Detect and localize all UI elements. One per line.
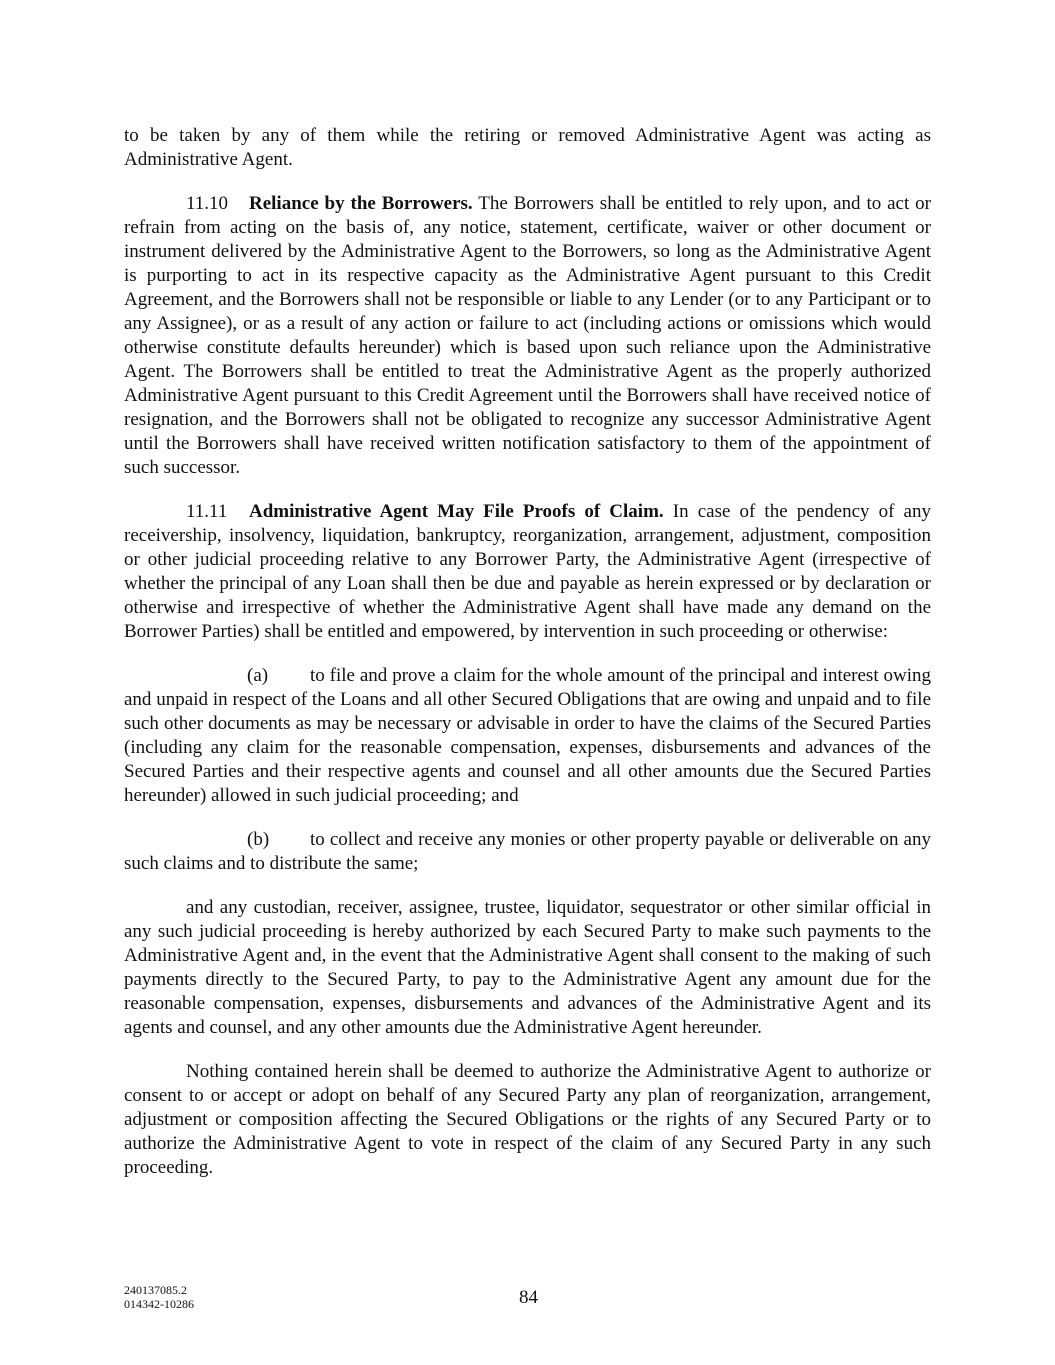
clause-text: to collect and receive any monies or other property payable or deliverable on any such claims and to distribute the same;: [124, 829, 931, 874]
section-number: 11.11: [186, 501, 228, 522]
continuation-paragraph: to be taken by any of them while the retiring or removed Administrative Agent was acting as Administrative Agent.: [124, 125, 931, 170]
document-id-line-1: 240137085.2: [124, 1283, 187, 1297]
paragraph-nothing: Nothing contained herein shall be deemed to authorize the Administrative Agent to authorize or consent to or accept or adopt on behalf of any Secured Party any plan of reorganization, arrangement, adjustment or composition affecting the Secured Obligations or the rights of any Secured Party or to authorize the Administrative Agent to vote in respect of the claim of any Secured Party in any such proceeding.: [124, 1061, 931, 1178]
section-body: The Borrowers shall be entitled to rely upon, and to act or refrain from acting on the basis of, any notice, statement, certificate, waiver or other document or instrument delivered by the Administrative Agent to the Borrowers, so long as the Administrative Agent is purporting to act in its respective capacity as the Administrative Agent pursuant to this Credit Agreement, and the Borrowers shall not be responsible or liable to any Lender (or to any Participant or to any Assignee), or as a result of any action or failure to act (including actions or omissions which would otherwise constitute defaults hereunder) which is based upon such reliance upon the Administrative Agent. The Borrowers shall be entitled to treat the Administrative Agent as the properly authorized Administrative Agent pursuant to this Credit Agreement until the Borrowers shall have received notice of resignation, and the Borrowers shall not be obligated to recognize any successor Administrative Agent until the Borrowers shall have received written notification satisfactory to them of the appointment of such successor.: [124, 193, 931, 478]
document-id-line-2: 014342-10286: [124, 1297, 194, 1311]
clause-a: [124, 664, 931, 808]
clause-label: (b): [247, 829, 270, 850]
section-heading: Reliance by the Borrowers.: [249, 193, 473, 214]
section-heading: Administrative Agent May File Proofs of Claim.: [249, 501, 664, 522]
clause-label: (a): [247, 665, 269, 686]
clause-b: [124, 828, 931, 876]
section-11-10: [124, 192, 931, 480]
document-body: [124, 124, 931, 1180]
section-number: 11.10: [186, 193, 229, 214]
section-body: In case of the pendency of any receivership, insolvency, liquidation, bankruptcy, reorganization, arrangement, adjustment, composition or other judicial proceeding relative to any Borrower Party, the Administrative Agent (irrespective of whether the principal of any Loan shall then be due and payable as herein expressed or by declaration or otherwise and irrespective of whether the Administrative Agent shall have made any demand on the Borrower Parties) shall be entitled and empowered, by intervention in such proceeding or otherwise:: [124, 501, 931, 642]
paragraph-and: and any custodian, receiver, assignee, trustee, liquidator, sequestrator or other similar official in any such judicial proceeding is hereby authorized by each Secured Party to make such payments to the Administrative Agent and, in the event that the Administrative Agent shall consent to the making of such payments directly to the Secured Party, to pay to the Administrative Agent any amount due for the reasonable compensation, expenses, disbursements and advances of the Administrative Agent and its agents and counsel, and any other amounts due the Administrative Agent hereunder.: [124, 897, 931, 1038]
section-11-11: [124, 500, 931, 644]
clause-text: to file and prove a claim for the whole amount of the principal and interest owing and unpaid in respect of the Loans and all other Secured Obligations that are owing and unpaid and to file such other documents as may be necessary or advisable in order to have the claims of the Secured Parties (including any claim for the reasonable compensation, expenses, disbursements and advances of the Secured Parties and their respective agents and counsel and all other amounts due the Secured Parties hereunder) allowed in such judicial proceeding; and: [124, 665, 931, 806]
document-id: [124, 1283, 194, 1311]
page-number: 84: [519, 1287, 538, 1308]
